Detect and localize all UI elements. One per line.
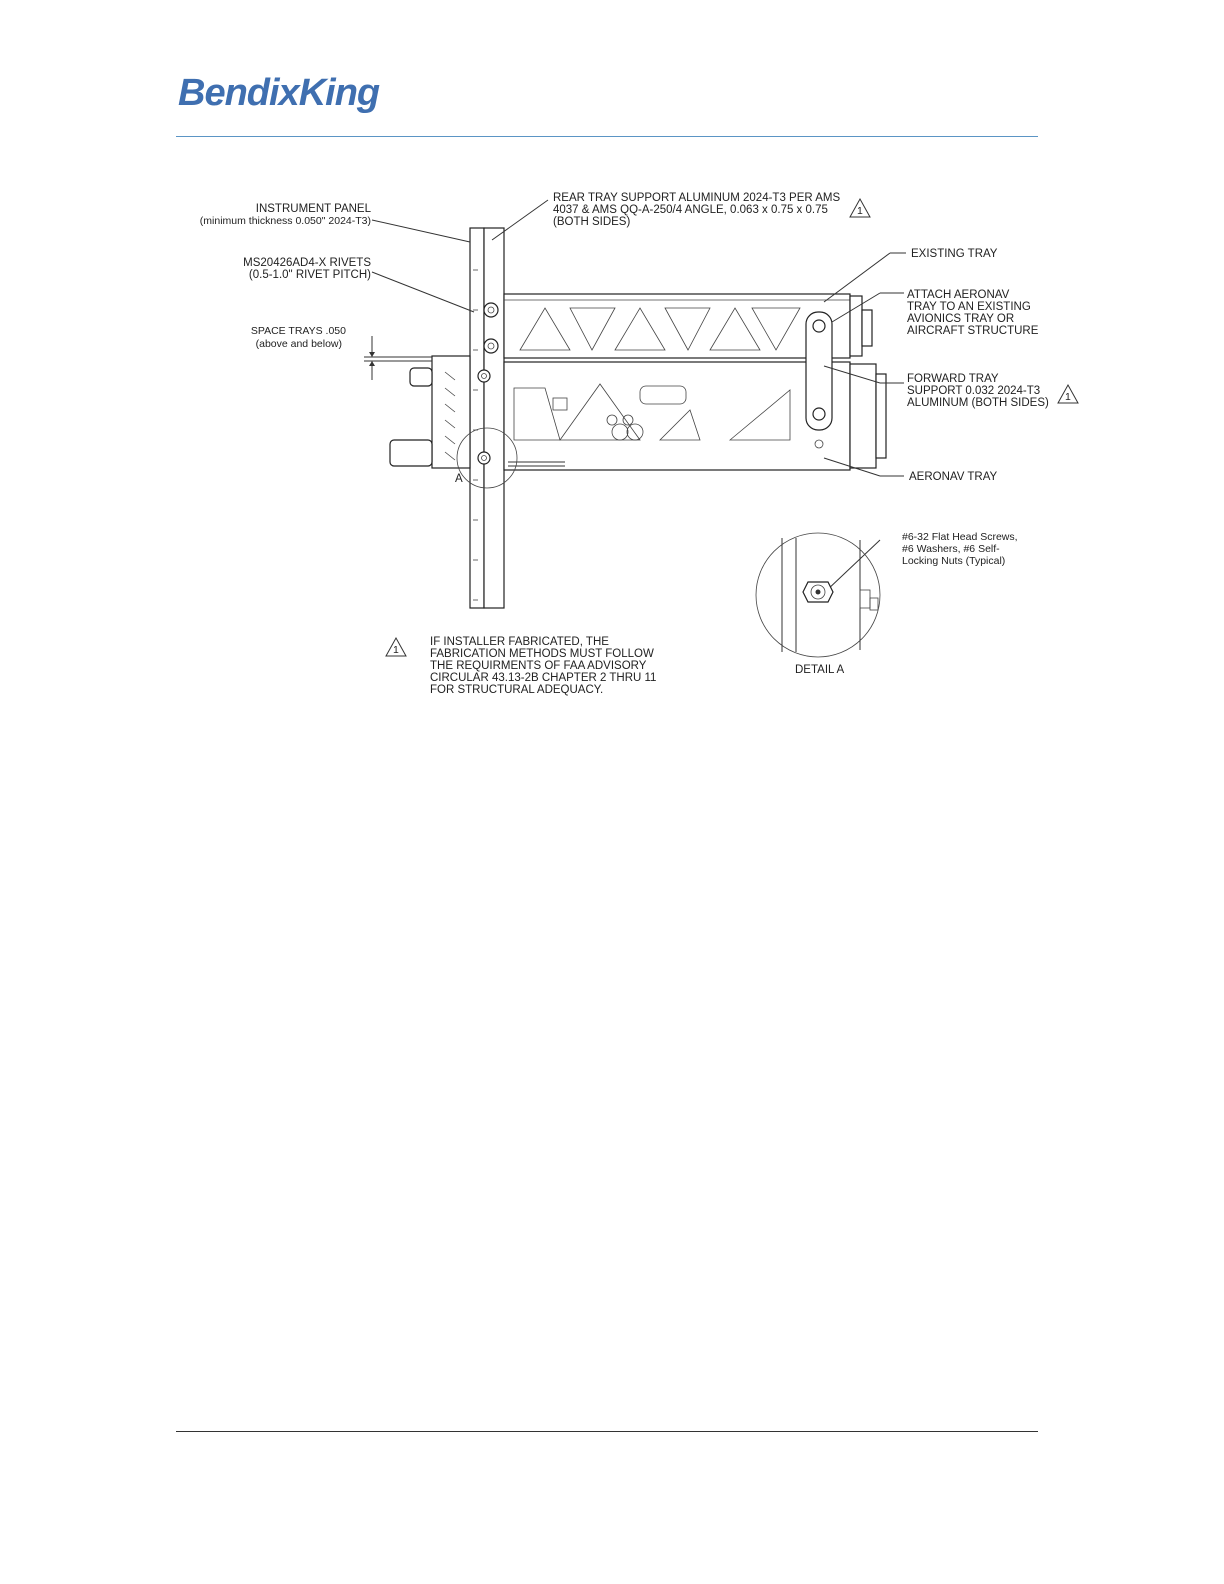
label-space-trays: SPACE TRAYS .050 bbox=[250, 325, 346, 337]
label-space-trays-note: (above and below) bbox=[255, 338, 342, 350]
label-rear-tray-support: REAR TRAY SUPPORT ALUMINUM 2024-T3 PER AMS bbox=[553, 192, 841, 204]
label-forward-tray-1: FORWARD TRAY bbox=[907, 373, 999, 385]
label-existing-tray: EXISTING TRAY bbox=[911, 248, 998, 260]
label-attach-1: ATTACH AERONAV bbox=[907, 289, 1010, 301]
note-line-3: THE REQUIRMENTS OF FAA ADVISORY bbox=[430, 660, 647, 672]
warning-triangle-icon bbox=[386, 638, 406, 656]
label-screws-3: Locking Nuts (Typical) bbox=[902, 555, 1006, 567]
forward-tray-support bbox=[806, 312, 832, 448]
svg-text:1: 1 bbox=[393, 644, 399, 656]
note-line-1: IF INSTALLER FABRICATED, THE bbox=[430, 636, 609, 648]
detail-a-view bbox=[756, 533, 880, 657]
label-aeronav-tray: AERONAV TRAY bbox=[909, 471, 998, 483]
instrument-panel bbox=[470, 228, 504, 608]
label-attach-4: AIRCRAFT STRUCTURE bbox=[907, 325, 1039, 337]
warning-triangle-icon bbox=[850, 199, 870, 217]
label-attach-3: AVIONICS TRAY OR bbox=[907, 313, 1015, 325]
label-detail-a: DETAIL A bbox=[795, 664, 845, 676]
label-screws-2: #6 Washers, #6 Self- bbox=[902, 543, 1000, 555]
label-rivet-pitch: (0.5-1.0" RIVET PITCH) bbox=[248, 269, 371, 281]
label-forward-tray-2: SUPPORT 0.032 2024-T3 bbox=[907, 385, 1041, 397]
note-line-5: FOR STRUCTURAL ADEQUACY. bbox=[430, 684, 604, 696]
label-rear-tray-support-sides: (BOTH SIDES) bbox=[553, 216, 631, 228]
svg-text:1: 1 bbox=[1065, 391, 1071, 403]
label-forward-tray-3: ALUMINUM (BOTH SIDES) bbox=[907, 397, 1049, 409]
bendixking-logo: BendixKing bbox=[178, 72, 380, 114]
label-attach-2: TRAY TO AN EXISTING bbox=[907, 301, 1031, 313]
label-instrument-panel: INSTRUMENT PANEL bbox=[255, 203, 371, 215]
note-line-4: CIRCULAR 43.13-2B CHAPTER 2 THRU 11 bbox=[430, 672, 657, 684]
svg-text:1: 1 bbox=[857, 205, 863, 217]
label-callout-a: A bbox=[455, 473, 463, 485]
note-line-2: FABRICATION METHODS MUST FOLLOW bbox=[430, 648, 654, 660]
label-screws-1: #6-32 Flat Head Screws, bbox=[902, 531, 1018, 543]
warning-triangle-icon bbox=[1058, 385, 1078, 403]
label-rivets: MS20426AD4-X RIVETS bbox=[243, 257, 371, 269]
label-rear-tray-support-spec: 4037 & AMS QQ-A-250/4 ANGLE, 0.063 x 0.75 x 0.75 bbox=[553, 204, 828, 216]
label-instrument-panel-spec: (minimum thickness 0.050" 2024-T3) bbox=[199, 215, 371, 227]
